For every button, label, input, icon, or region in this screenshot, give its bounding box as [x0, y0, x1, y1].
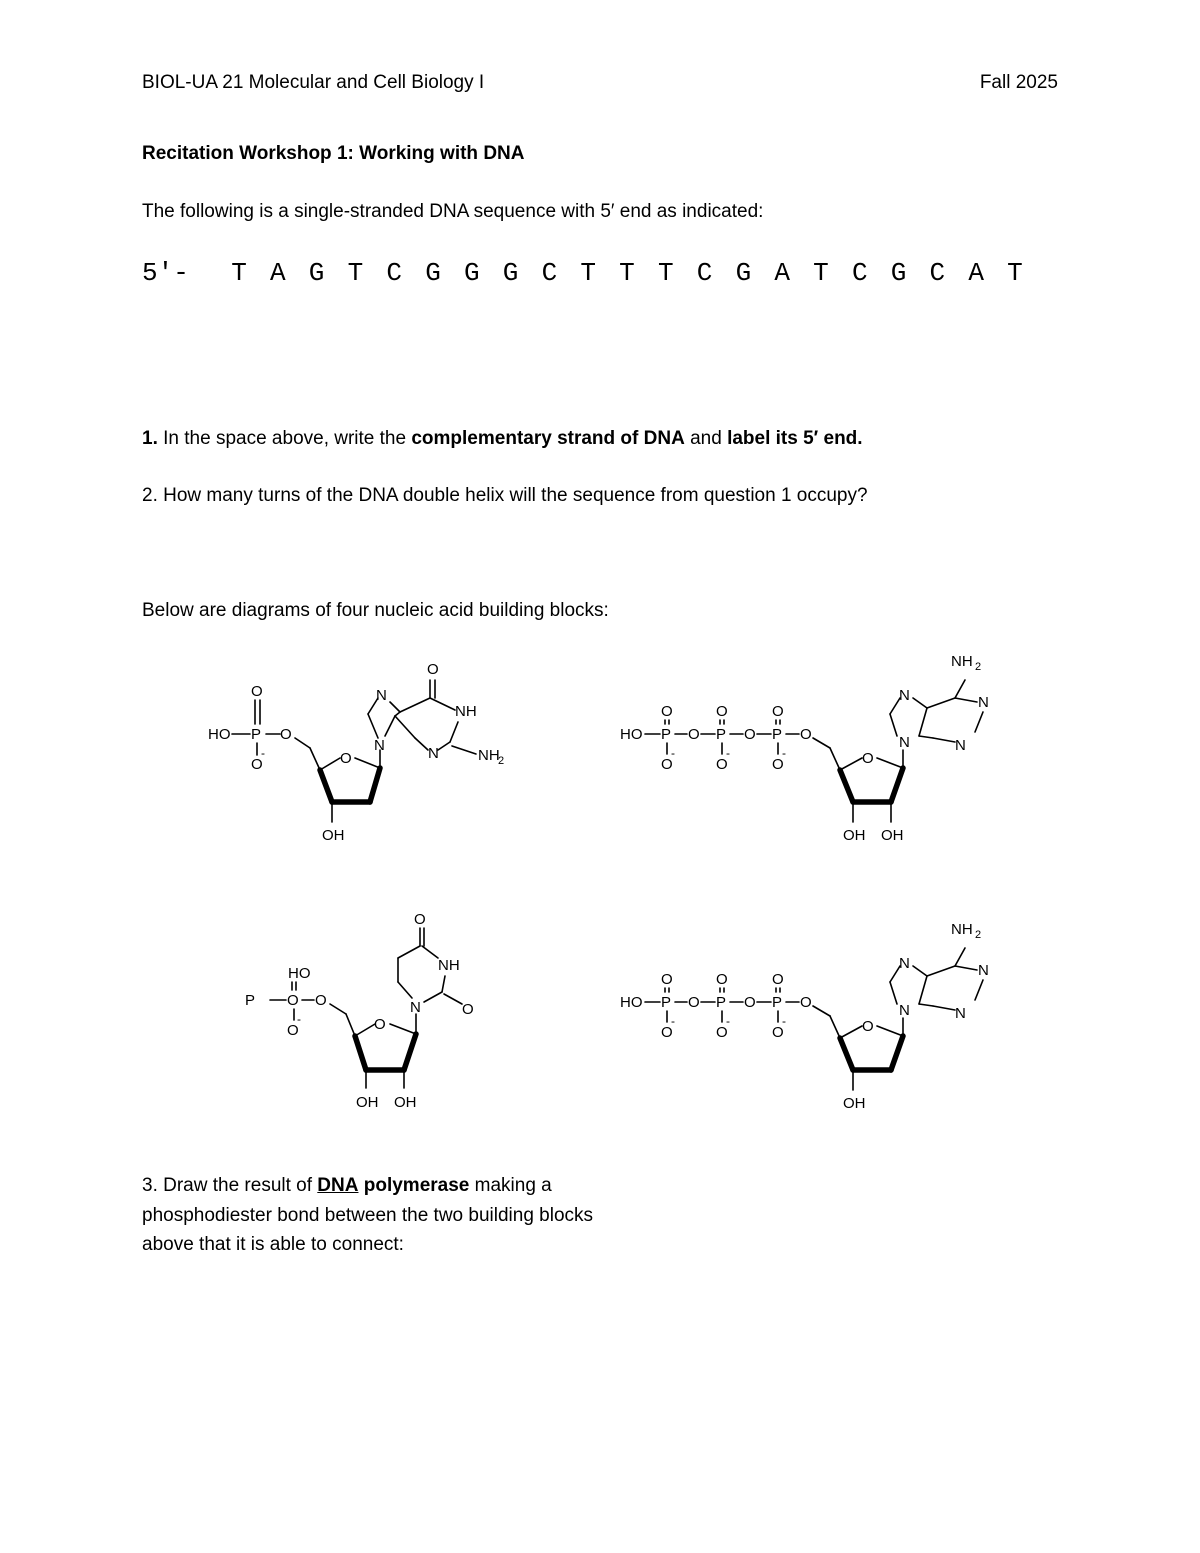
sequence-base: C — [696, 258, 713, 288]
svg-text:O: O — [427, 661, 439, 678]
svg-text:HO: HO — [620, 994, 643, 1011]
diagrams-intro: Below are diagrams of four nucleic acid building blocks: — [142, 600, 609, 621]
svg-text:O: O — [862, 1018, 874, 1035]
svg-text:O: O — [414, 911, 426, 928]
svg-text:P: P — [251, 726, 262, 743]
deoxyribose-ring — [830, 1016, 903, 1112]
svg-text:O: O — [772, 703, 784, 720]
question-1-bold-a: complementary strand of DNA — [411, 428, 685, 449]
svg-text:2: 2 — [498, 755, 505, 767]
triphosphate-group — [620, 703, 830, 773]
svg-text:N: N — [410, 999, 421, 1016]
question-3-line-3: above that it is able to connect: — [142, 1234, 404, 1255]
svg-text:P: P — [245, 992, 256, 1009]
sequence-base: A — [270, 258, 286, 288]
svg-text:-: - — [782, 746, 786, 760]
triphosphate-group — [620, 971, 830, 1041]
svg-text:2: 2 — [975, 661, 982, 673]
svg-text:O: O — [661, 756, 673, 773]
svg-text:HO: HO — [620, 726, 643, 743]
svg-text:-: - — [726, 746, 730, 760]
svg-text:O: O — [744, 726, 756, 743]
question-2: 2. How many turns of the DNA double helix will the sequence from question 1 occupy? — [142, 485, 868, 506]
svg-text:N: N — [899, 1002, 910, 1019]
sequence-base: G — [890, 258, 907, 288]
sequence-base: G — [463, 258, 480, 288]
question-1-text-a: In the space above, write the — [157, 428, 412, 449]
svg-text:O: O — [800, 726, 812, 743]
svg-text:O: O — [716, 1024, 728, 1041]
svg-text:OH: OH — [843, 1095, 866, 1112]
svg-text:HO: HO — [288, 965, 311, 982]
ribose-ring — [346, 1014, 417, 1111]
svg-text:O: O — [280, 726, 292, 743]
svg-text:N: N — [955, 1005, 966, 1022]
sequence-prefix: 5′- — [142, 258, 189, 288]
question-3-line-2: phosphodiester bond between the two building blocks — [142, 1205, 594, 1226]
svg-text:P: P — [716, 726, 727, 743]
question-3-text-c: making a — [469, 1175, 552, 1196]
svg-text:O: O — [251, 756, 263, 773]
molecule-datp — [615, 918, 1015, 1118]
svg-text:O: O — [374, 1016, 386, 1033]
svg-text:O: O — [661, 971, 673, 988]
svg-text:N: N — [899, 687, 910, 704]
svg-text:P: P — [661, 726, 672, 743]
adenine-base — [890, 653, 989, 754]
svg-text:O: O — [716, 756, 728, 773]
course-title: BIOL-UA 21 Molecular and Cell Biology I — [142, 72, 485, 93]
svg-text:NH: NH — [478, 747, 500, 764]
molecule-dgmp — [200, 650, 530, 850]
adenine-base — [890, 921, 989, 1022]
svg-text:O: O — [688, 994, 700, 1011]
svg-text:O: O — [251, 683, 263, 700]
question-1-number: 1. — [142, 428, 158, 449]
svg-text:P: P — [772, 994, 783, 1011]
svg-text:OH: OH — [356, 1094, 379, 1111]
svg-text:O: O — [462, 1001, 474, 1018]
question-1 — [142, 428, 863, 450]
molecule-ump — [240, 910, 530, 1120]
svg-text:NH: NH — [951, 653, 973, 670]
svg-text:N: N — [899, 955, 910, 972]
svg-text:N: N — [978, 694, 989, 711]
intro-text: The following is a single-stranded DNA sequence with 5′ end as indicated: — [142, 201, 764, 222]
svg-text:N: N — [955, 737, 966, 754]
svg-text:-: - — [782, 1014, 786, 1028]
sequence-base: C — [541, 258, 558, 288]
sequence-base: T — [580, 258, 596, 288]
sequence-base: C — [929, 258, 946, 288]
sequence-base: T — [813, 258, 829, 288]
svg-text:O: O — [744, 994, 756, 1011]
dna-sequence — [142, 258, 1034, 288]
svg-text:O: O — [688, 726, 700, 743]
sequence-base: T — [347, 258, 364, 288]
svg-text:OH: OH — [843, 827, 866, 844]
svg-text:2: 2 — [975, 929, 982, 941]
svg-text:-: - — [671, 746, 675, 760]
svg-text:N: N — [978, 962, 989, 979]
svg-text:P: P — [772, 726, 783, 743]
question-3-text-a: 3. Draw the result of — [142, 1175, 318, 1196]
guanine-base — [368, 661, 504, 767]
svg-text:OH: OH — [322, 827, 345, 844]
sequence-base: C — [386, 258, 402, 288]
svg-text:O: O — [716, 703, 728, 720]
sequence-base: G — [502, 258, 519, 288]
sequence-base: T — [1007, 258, 1023, 288]
sequence-base: A — [968, 258, 984, 288]
question-3-dna: DNA — [317, 1175, 359, 1196]
svg-text:P: P — [716, 994, 727, 1011]
svg-text:-: - — [261, 746, 265, 760]
svg-text:O: O — [315, 992, 327, 1009]
sequence-base: C — [851, 258, 868, 288]
question-3-polymerase: polymerase — [363, 1175, 470, 1196]
svg-text:O: O — [772, 971, 784, 988]
svg-text:N: N — [376, 687, 387, 704]
svg-text:N: N — [428, 745, 439, 762]
svg-text:NH: NH — [455, 703, 477, 720]
svg-text:HO: HO — [208, 726, 231, 743]
svg-text:NH: NH — [951, 921, 973, 938]
svg-text:O: O — [340, 750, 352, 767]
svg-text:O: O — [661, 1024, 673, 1041]
ribose-ring — [830, 748, 904, 844]
sequence-base: A — [774, 258, 790, 288]
svg-text:OH: OH — [394, 1094, 417, 1111]
svg-text:-: - — [297, 1012, 301, 1026]
sequence-base: T — [231, 258, 247, 288]
svg-text:-: - — [726, 1014, 730, 1028]
question-1-bold-b: label its 5′ end. — [727, 428, 863, 449]
uracil-base — [398, 911, 474, 1018]
svg-text:NH: NH — [438, 957, 460, 974]
svg-text:O: O — [862, 750, 874, 767]
svg-text:O: O — [772, 1024, 784, 1041]
sequence-base: G — [425, 258, 441, 288]
svg-text:P: P — [661, 994, 672, 1011]
svg-text:OH: OH — [881, 827, 904, 844]
question-3-line-1 — [142, 1175, 552, 1197]
sequence-base: G — [735, 258, 752, 288]
sequence-base: T — [657, 258, 674, 288]
deoxyribose-ring — [310, 748, 380, 844]
question-1-text-b: and — [684, 428, 728, 449]
sequence-base: T — [619, 258, 635, 288]
term-label: Fall 2025 — [979, 72, 1058, 93]
svg-text:O: O — [661, 703, 673, 720]
phosphate-group — [245, 965, 346, 1039]
molecule-atp — [615, 650, 1015, 850]
svg-text:-: - — [671, 1014, 675, 1028]
svg-text:N: N — [899, 734, 910, 751]
svg-text:O: O — [800, 994, 812, 1011]
svg-text:O: O — [287, 992, 299, 1009]
svg-text:N: N — [374, 737, 385, 754]
svg-text:O: O — [772, 756, 784, 773]
svg-text:O: O — [287, 1022, 299, 1039]
worksheet-title: Recitation Workshop 1: Working with DNA — [142, 143, 525, 164]
phosphate-group — [208, 683, 310, 773]
sequence-base: G — [308, 258, 325, 288]
svg-text:O: O — [716, 971, 728, 988]
